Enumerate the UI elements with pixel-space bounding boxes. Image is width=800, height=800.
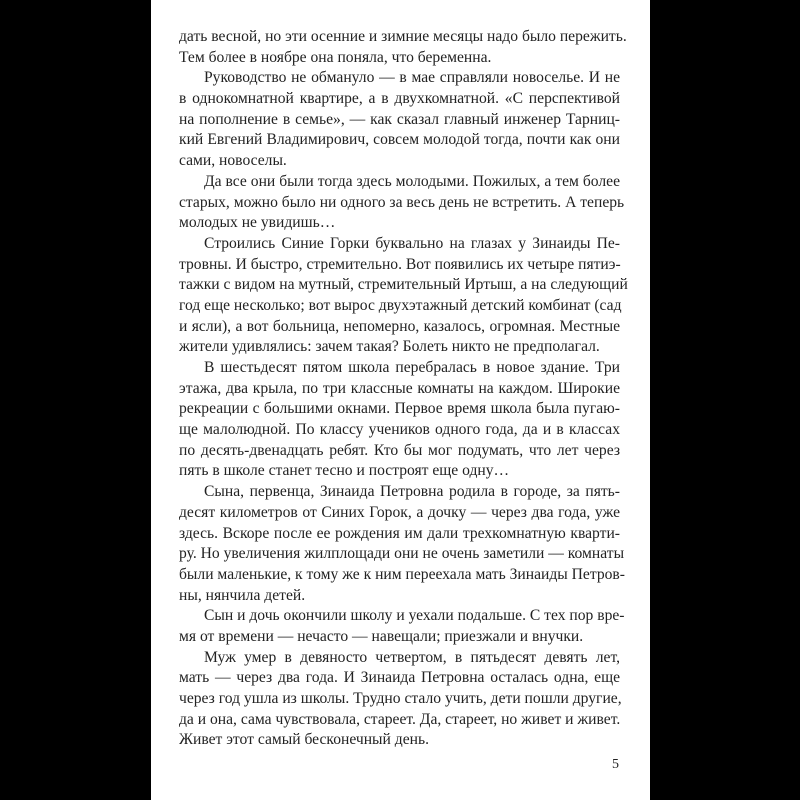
text-line: жители удивлялись: зачем такая? Болеть никто не предполагал. bbox=[179, 338, 600, 356]
text-line: по десять-двенадцать ребят. Кто бы мог подумать, что лет через bbox=[179, 441, 620, 459]
text-line: Муж умер в девяносто четвертом, в пятьдесят девять лет, bbox=[204, 648, 620, 666]
text-line: пять в школе станет тесно и построят еще одну… bbox=[179, 462, 510, 480]
text-line: и ясли), а вот больница, непомерно, казалось, огромная. Местные bbox=[179, 317, 620, 335]
text-line: здесь. Вскоре после ее рождения им дали трехкомнатную кварти- bbox=[179, 524, 620, 542]
text-line: молодых не увидишь… bbox=[179, 214, 336, 232]
text-line: были маленькие, к тому же к ним переехала мать Зинаиды Петров- bbox=[179, 565, 625, 583]
text-line: рекреации с большими окнами. Первое время школа была пугаю- bbox=[179, 400, 620, 418]
text-line: старых, можно было ни одного за весь день не встретить. А теперь bbox=[179, 193, 625, 211]
text-line: на пополнение в семье», — как сказал главный инженер Тарниц- bbox=[179, 110, 620, 128]
text-line: мать — через два года. И Зинаида Петровна осталась одна, еще bbox=[179, 669, 620, 687]
text-line: Сын и дочь окончили школу и уехали подальше. С тех пор вре- bbox=[204, 607, 625, 625]
text-line: Тем более в ноябре она поняла, что беременна. bbox=[179, 48, 492, 66]
paragraph bbox=[179, 648, 620, 751]
text-line: в однокомнатной квартире, а в двухкомнатной. «С перспективой bbox=[179, 90, 620, 108]
text-line: да и она, сама чувствовала, стареет. Да, стареет, но живет и живет. bbox=[179, 710, 621, 728]
text-line: тровны. И быстро, стремительно. Вот появились их четыре пятиэ- bbox=[179, 255, 621, 273]
text-line: этажа, два крыла, по три классные комнаты на каждом. Широкие bbox=[179, 379, 620, 397]
text-line: кий Евгений Владимирович, совсем молодой тогда, почти как они bbox=[179, 131, 620, 149]
text-line: сами, новоселы. bbox=[179, 152, 287, 170]
text-line: через год ушла из школы. Трудно стало учить, дети пошли другие, bbox=[179, 690, 622, 707]
text-line: ще малолюдной. По классу учеников одного года, да и в классах bbox=[179, 421, 620, 439]
paragraph bbox=[179, 27, 627, 68]
text-line: десят километров от Синих Горок, а дочку — через два года, уже bbox=[179, 503, 620, 521]
paragraph bbox=[179, 358, 620, 482]
paragraph bbox=[179, 234, 628, 358]
text-line: Живет этот самый бесконечный день. bbox=[179, 731, 429, 749]
text-line: Руководство не обмануло — в мае справляли новоселье. И не bbox=[204, 69, 620, 87]
page-number: 5 bbox=[612, 757, 619, 772]
text-line: ны, нянчила детей. bbox=[179, 586, 306, 604]
text-line: Да все они были тогда здесь молодыми. Пожилых, а тем более bbox=[204, 172, 620, 190]
book-page bbox=[151, 0, 650, 800]
paragraph bbox=[179, 606, 625, 647]
text-line: ру. Но увеличения жилплощади они не очень заметили — комнаты bbox=[179, 545, 625, 563]
paragraph bbox=[179, 172, 625, 234]
text-line: год еще несколько; вот вырос двухэтажный детский комбинат (сад bbox=[179, 296, 622, 314]
text-line: В шестьдесят пятом школа перебралась в новое здание. Три bbox=[204, 359, 620, 376]
paragraph bbox=[179, 482, 625, 606]
text-line: Строились Синие Горки буквально на глазах у Зинаиды Пе- bbox=[204, 234, 620, 252]
paragraph bbox=[179, 68, 620, 171]
text-line: тажки с видом на мутный, стремительный Иртыш, а на следующий bbox=[179, 276, 628, 294]
text-line: дать весной, но эти осенние и зимние месяцы надо было пережить. bbox=[179, 28, 627, 45]
page-text bbox=[179, 27, 628, 751]
text-line: мя от времени — нечасто — навещали; приезжали и внучки. bbox=[179, 627, 584, 645]
text-line: Сына, первенца, Зинаида Петровна родила в городе, за пять- bbox=[204, 483, 620, 501]
